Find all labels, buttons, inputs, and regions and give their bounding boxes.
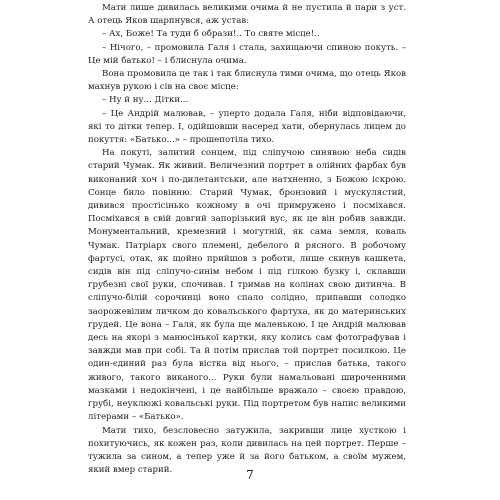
- paragraph: Мати тихо, безсловесно затужила, закривши лице хусткою і похитуючись, як кожен раз, коли дивилась на цей портрет. Перше – тужила за сином, а тепер уже й за його батьком, а своїм мужем, який вмер старий.: [88, 425, 406, 476]
- paragraph: Вона промовила це так і так блиснула тими очима, що отець Яков махнув рукою і сів на своє місце:: [88, 69, 406, 93]
- page-number: 7: [246, 468, 254, 482]
- body-text: [88, 2, 406, 477]
- dialogue-line: – Ну й ну... Дітки...: [102, 95, 189, 106]
- dialogue-line: – Нічого, – промовила Галя і стала, захищаючи спиною покуть. – Це мій батько! – і блиснула очима.: [88, 42, 406, 66]
- paragraph: Мати лише дивилась великими очима й не пустила й пари з уст. А отець Яков шарпнувся, аж устав:: [88, 3, 406, 27]
- paragraph: На покуті, залитий сонцем, під сліпучою синявою неба сидів старий Чумак. Як живий. Величезний портрет в олійних фарбах був виконаний хоч і по-дилетантськи, але натхненно, з Божою іскрою. Сонце било повінню. Старий Чумак, бронзовий і мускулястий, дивився простісінько кожному в очі примружено і посміхався. Посміхався в свій довгий запорізький вус, як це він робив завжди. Монументальний, кремезний і могутній, як сама земля, коваль Чумак. Патріарх свого племені, дебелого й рясного. В робочому фартусі, отак, як щойно прийшов з роботи, лише скинув кашкета, сидів він під сліпучо-синім небом і під гілкою бузку і, склавши грубезні свої руки, спочивав. І тримав на колінах свою дитинча. В сліпучо-білій сорочинці воно спало солідно, припавши солодко заорожевілим личком до ковальського фартуха, як до материнських грудей. Це вона – Галя, як була ще маленькою. І це Андрій малював десь на якорі з манюсінької картки, яку колись сам фотографував і завжди мав при собі. Та й потім прислав той портрет посилкою. Це один-єдиний раз була вістка від нього, – прислав батька, такого живого, такого виканого... Руки були намальовані широченними мазками і недокінчені, і це найбільше вражало – своєю правдою, грубі, неуклюжі ковальські руки. Під портретом був напис великими літерами – «Батько».: [88, 148, 406, 423]
- dialogue-line: – Це Андрій малював, – уперто додала Галя, ніби відповідаючи, які то дітки тепер. І, одійшовши насеред хати, обернулась лицем до покуття: «Батько...» – прошепотіла тихо.: [88, 108, 406, 146]
- dialogue-line: – Ах, Боже! Та туди б образи!.. То святе місце!..: [102, 29, 320, 40]
